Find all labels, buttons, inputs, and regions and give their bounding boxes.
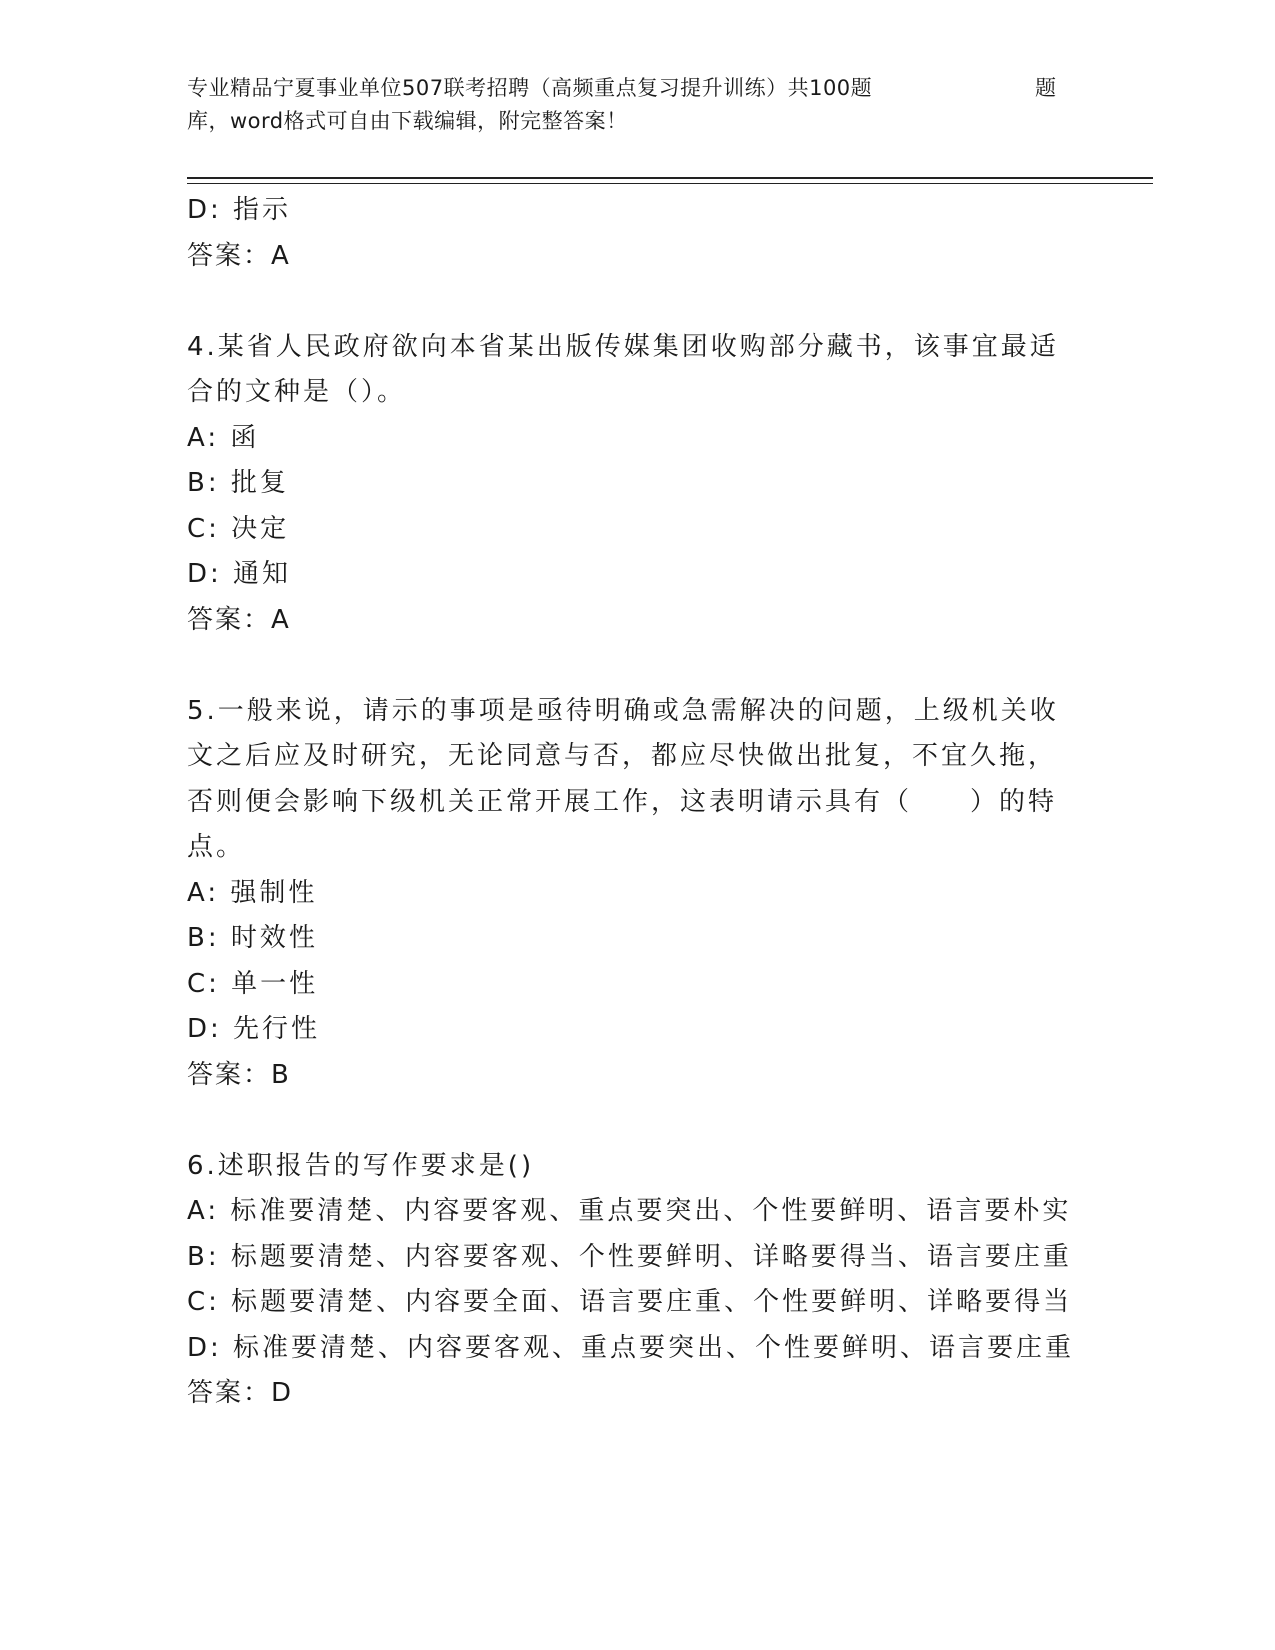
q6-option-d: D: 标准要清楚、内容要客观、重点要突出、个性要鲜明、语言要庄重 — [187, 1332, 1075, 1363]
q4-answer: 答案：A — [187, 604, 291, 635]
q5-stem-line-4: 点。 — [187, 832, 246, 862]
q5-stem-line-1: 5.一般来说，请示的事项是亟待明确或急需解决的问题，上级机关收 — [187, 695, 1059, 726]
q6-option-c: C: 标题要清楚、内容要全面、语言要庄重、个性要鲜明、详略要得当 — [187, 1287, 1073, 1317]
q3-option-d: D: 指示 — [187, 195, 292, 225]
page-header — [187, 72, 1087, 138]
header-line-1: 专业精品宁夏事业单位507联考招聘（高频重点复习提升训练）共100题 — [187, 76, 873, 100]
q5-option-a: A: 强制性 — [187, 877, 318, 908]
q6-answer: 答案：D — [187, 1378, 294, 1408]
q6-option-a: A: 标准要清楚、内容要客观、重点要突出、个性要鲜明、语言要朴实 — [187, 1196, 1072, 1226]
question-content — [187, 188, 1087, 1417]
q5-answer: 答案：B — [187, 1059, 291, 1090]
q4-option-d: D: 通知 — [187, 559, 292, 589]
header-line-1-tail: 题 — [1035, 76, 1057, 100]
q5-option-b: B: 时效性 — [187, 923, 318, 953]
q6-option-b: B: 标题要清楚、内容要客观、个性要鲜明、详略要得当、语言要庄重 — [187, 1241, 1072, 1272]
header-divider-thick — [187, 177, 1153, 179]
q4-option-a: A: 函 — [187, 422, 260, 453]
q5-option-d: D: 先行性 — [187, 1014, 321, 1044]
q5-option-c: C: 单一性 — [187, 968, 319, 999]
q6-stem-line-1: 6.述职报告的写作要求是() — [187, 1150, 535, 1181]
q4-stem-line-1: 4.某省人民政府欲向本省某出版传媒集团收购部分藏书，该事宜最适 — [187, 331, 1059, 362]
header-line-2: 库，word格式可自由下载编辑，附完整答案！ — [187, 109, 628, 133]
spacer — [187, 643, 1087, 689]
q5-stem-line-2: 文之后应及时研究，无论同意与否，都应尽快做出批复，不宜久拖， — [187, 741, 1058, 771]
q3-answer: 答案：A — [187, 240, 291, 271]
q5-stem-line-3: 否则便会影响下级机关正常开展工作，这表明请示具有（ ）的特 — [187, 786, 1058, 817]
q4-stem-line-2: 合的文种是（）。 — [187, 377, 407, 407]
q4-option-c: C: 决定 — [187, 513, 290, 544]
header-divider-thin — [187, 183, 1153, 184]
spacer — [187, 279, 1087, 325]
q4-option-b: B: 批复 — [187, 468, 289, 498]
spacer — [187, 1098, 1087, 1144]
